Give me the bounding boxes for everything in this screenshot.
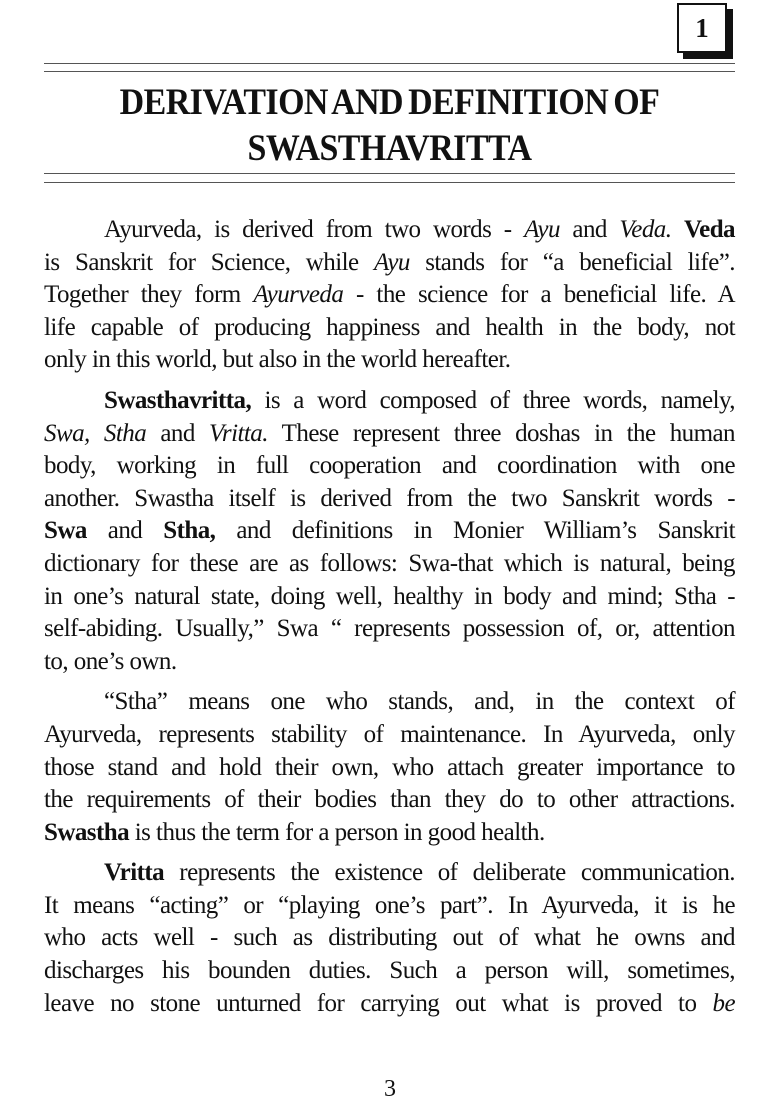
italic-term: Ayu	[373, 248, 410, 276]
text-run: is Sanskrit for Science, while	[44, 248, 374, 276]
text-line	[44, 279, 735, 312]
chapter-title-line-1: DERIVATION AND DEFINITION OF	[119, 81, 660, 122]
text-line	[44, 581, 735, 614]
page-number: 3	[384, 1076, 396, 1102]
text-run: represents the existence of deliberate communication.	[164, 859, 735, 887]
text-line	[44, 214, 735, 247]
chapter-number-badge	[677, 3, 727, 53]
text-run: life capable of producing happiness and health in the body, not	[44, 313, 735, 341]
chapter-number: 1	[695, 12, 709, 43]
text-line	[44, 548, 735, 581]
header-rule-bottom-1	[44, 173, 735, 174]
text-line	[44, 955, 735, 988]
text-run: and	[559, 216, 620, 243]
text-line	[44, 450, 735, 483]
text-line	[44, 247, 735, 280]
text-run: is thus the term for a person in good health.	[129, 818, 545, 846]
bold-term: Swa	[44, 517, 87, 545]
text-run: self-abiding. Usually,” Swa “ represents possession of, or, attention	[44, 615, 735, 643]
bold-term: Veda	[683, 216, 735, 243]
text-line	[44, 646, 735, 679]
text-run: who acts well - such as distributing out of what he owns and	[44, 924, 735, 952]
text-run: only in this world, but also in the world hereafter.	[44, 346, 511, 374]
chapter-title-line-2: SWASTHAVRITTA	[247, 127, 532, 168]
text-line	[44, 344, 735, 377]
bold-term: Stha,	[163, 517, 216, 545]
text-run: dictionary for these are as follows: Swa-that which is natural, being	[44, 549, 735, 577]
text-line	[44, 686, 735, 719]
text-line	[44, 385, 735, 418]
chapter-title	[68, 79, 711, 171]
italic-term: Ayurveda	[253, 281, 344, 309]
text-run: in one’s natural state, doing well, healthy in body and mind; Stha -	[44, 582, 735, 610]
text-run: is a word composed of three words, namely,	[251, 386, 735, 414]
text-run: stands for “a beneficial life”.	[409, 248, 736, 276]
text-line	[44, 418, 735, 451]
text-run: leave no stone unturned for carrying out what is proved to	[44, 989, 713, 1017]
text-run: Ayurveda, is derived from two words -	[104, 216, 525, 243]
text-run: - the science for a beneficial life. A	[343, 281, 735, 309]
text-run: body, working in full cooperation and coordination with one	[44, 452, 735, 480]
text-line	[44, 988, 735, 1021]
text-run: “Stha” means one who stands, and, in the context of	[104, 688, 735, 716]
text-line	[44, 890, 735, 923]
header-rule-top-2	[44, 71, 735, 72]
text-run: the requirements of their bodies than they do to other attractions.	[44, 786, 735, 814]
paragraph-gap	[44, 849, 735, 857]
italic-term: Swa, Stha	[44, 419, 147, 447]
paragraph	[44, 214, 735, 377]
text-line	[44, 857, 735, 890]
text-line	[44, 922, 735, 955]
text-line	[44, 719, 735, 752]
italic-term: Ayu	[524, 216, 560, 243]
text-run	[671, 216, 684, 243]
text-run: and	[146, 419, 210, 447]
text-run: and	[86, 517, 164, 545]
text-line	[44, 515, 735, 548]
paragraph	[44, 686, 735, 849]
bold-term: Swasthavritta,	[104, 386, 252, 414]
paragraph-gap	[44, 678, 735, 686]
text-line	[44, 613, 735, 646]
paragraph	[44, 857, 735, 1020]
text-run: another. Swastha itself is derived from the two Sanskrit words -	[44, 484, 735, 512]
text-line	[44, 817, 735, 850]
header-rule-top-1	[44, 63, 735, 64]
text-run: These represent three doshas in the human	[267, 419, 736, 447]
text-run: Ayurveda, represents stability of maintenance. In Ayurveda, only	[44, 720, 735, 748]
italic-term: Veda.	[619, 216, 672, 243]
paragraph	[44, 385, 735, 678]
text-run: to, one’s own.	[44, 647, 177, 675]
text-line	[44, 784, 735, 817]
italic-term: Vritta.	[209, 419, 268, 447]
text-run: It means “acting” or “playing one’s part”. In Ayurveda, it is he	[44, 891, 735, 919]
text-run: Together they form	[44, 281, 254, 309]
italic-term: be	[712, 989, 735, 1017]
text-line	[44, 483, 735, 516]
body-text	[44, 214, 735, 1020]
header-rule-bottom-2	[44, 182, 735, 183]
text-line	[44, 312, 735, 345]
bold-term: Swastha	[44, 818, 130, 846]
text-line	[44, 752, 735, 785]
bold-term: Vritta	[104, 859, 165, 887]
text-run: those stand and hold their own, who attach greater importance to	[44, 753, 735, 781]
paragraph-gap	[44, 377, 735, 385]
text-run: and definitions in Monier William’s Sanskrit	[215, 517, 735, 545]
text-run: discharges his bounden duties. Such a person will, sometimes,	[44, 957, 735, 985]
